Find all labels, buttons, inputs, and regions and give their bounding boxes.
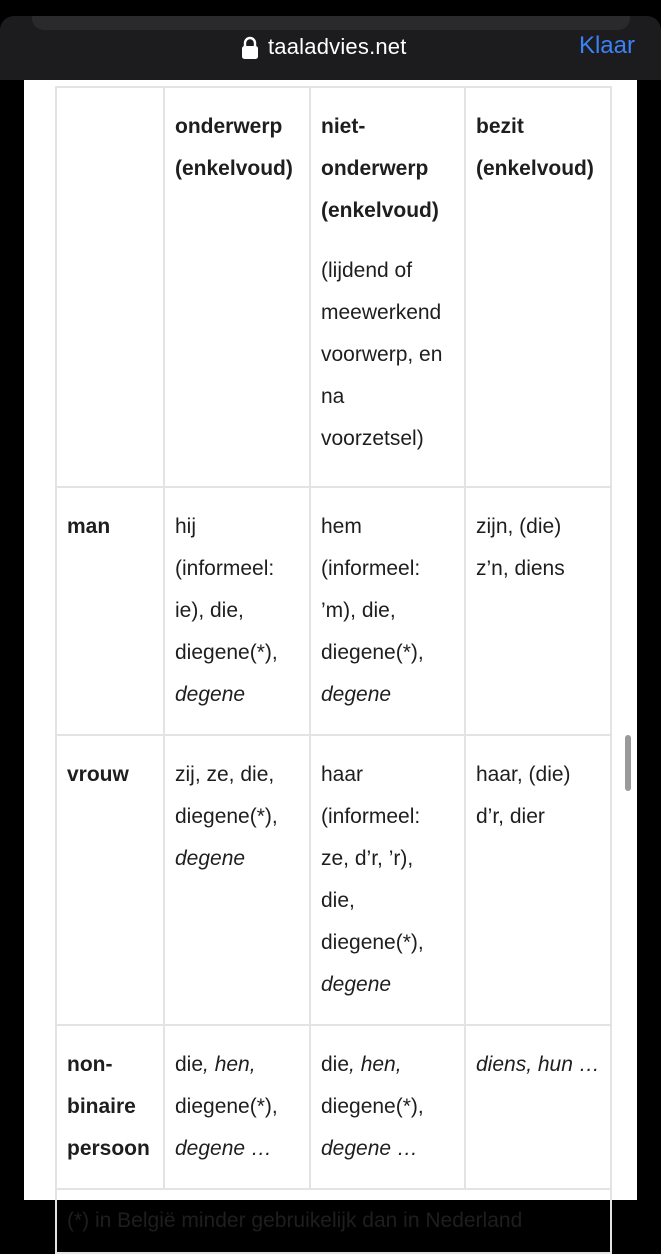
table-row-nonbinary bbox=[56, 1025, 611, 1189]
scrollbar-thumb[interactable] bbox=[625, 735, 631, 791]
cell-vrouw-subject: zij, ze, die, diegene(*), degene bbox=[164, 735, 310, 1025]
lock-icon bbox=[240, 36, 260, 60]
empty-header-cell bbox=[56, 87, 164, 487]
row-label-nonbinary: non- binaire persoon bbox=[56, 1025, 164, 1189]
table-footnote-row bbox=[56, 1189, 611, 1253]
sheet-handle bbox=[32, 16, 630, 30]
pronoun-table bbox=[55, 86, 612, 1254]
table-row-man bbox=[56, 487, 611, 735]
cell-nonbinary-nonsubject: die, hen, diegene(*), degene … bbox=[310, 1025, 465, 1189]
web-page bbox=[24, 80, 637, 1232]
cell-vrouw-nonsubject: haar (informeel: ze, d’r, ’r), die, diegene(*), degene bbox=[310, 735, 465, 1025]
row-label-vrouw: vrouw bbox=[56, 735, 164, 1025]
footnote: (*) in België minder gebruikelijk dan in Nederland bbox=[56, 1189, 611, 1253]
cell-man-subject: hij (informeel: ie), die, diegene(*), degene bbox=[164, 487, 310, 735]
status-strip bbox=[0, 0, 661, 16]
table-header-row bbox=[56, 87, 611, 487]
row-label-man: man bbox=[56, 487, 164, 735]
header-nonsubject-note: (lijdend of meewerkend voorwerp, en na voorzetsel) bbox=[321, 259, 443, 450]
cell-man-possessive: zijn, (die) z’n, diens bbox=[465, 487, 611, 735]
cell-vrouw-possessive: haar, (die) d’r, dier bbox=[465, 735, 611, 1025]
cell-man-nonsubject: hem (informeel: ’m), die, diegene(*), degene bbox=[310, 487, 465, 735]
header-nonsubject: niet- onderwerp (enkelvoud) (lijdend of meewerkend voorwerp, en na voorzetsel) bbox=[310, 87, 465, 487]
browser-url-bar bbox=[0, 16, 661, 80]
url-text[interactable]: taaladvies.net bbox=[268, 34, 407, 59]
table-row-vrouw bbox=[56, 735, 611, 1025]
done-button[interactable]: Klaar bbox=[579, 30, 635, 62]
pronoun-table-wrapper bbox=[55, 86, 610, 1254]
cell-nonbinary-possessive: diens, hun … bbox=[465, 1025, 611, 1189]
header-possessive: bezit (enkelvoud) bbox=[465, 87, 611, 487]
header-subject: onderwerp (enkelvoud) bbox=[164, 87, 310, 487]
cell-nonbinary-subject: die, hen, diegene(*), degene … bbox=[164, 1025, 310, 1189]
